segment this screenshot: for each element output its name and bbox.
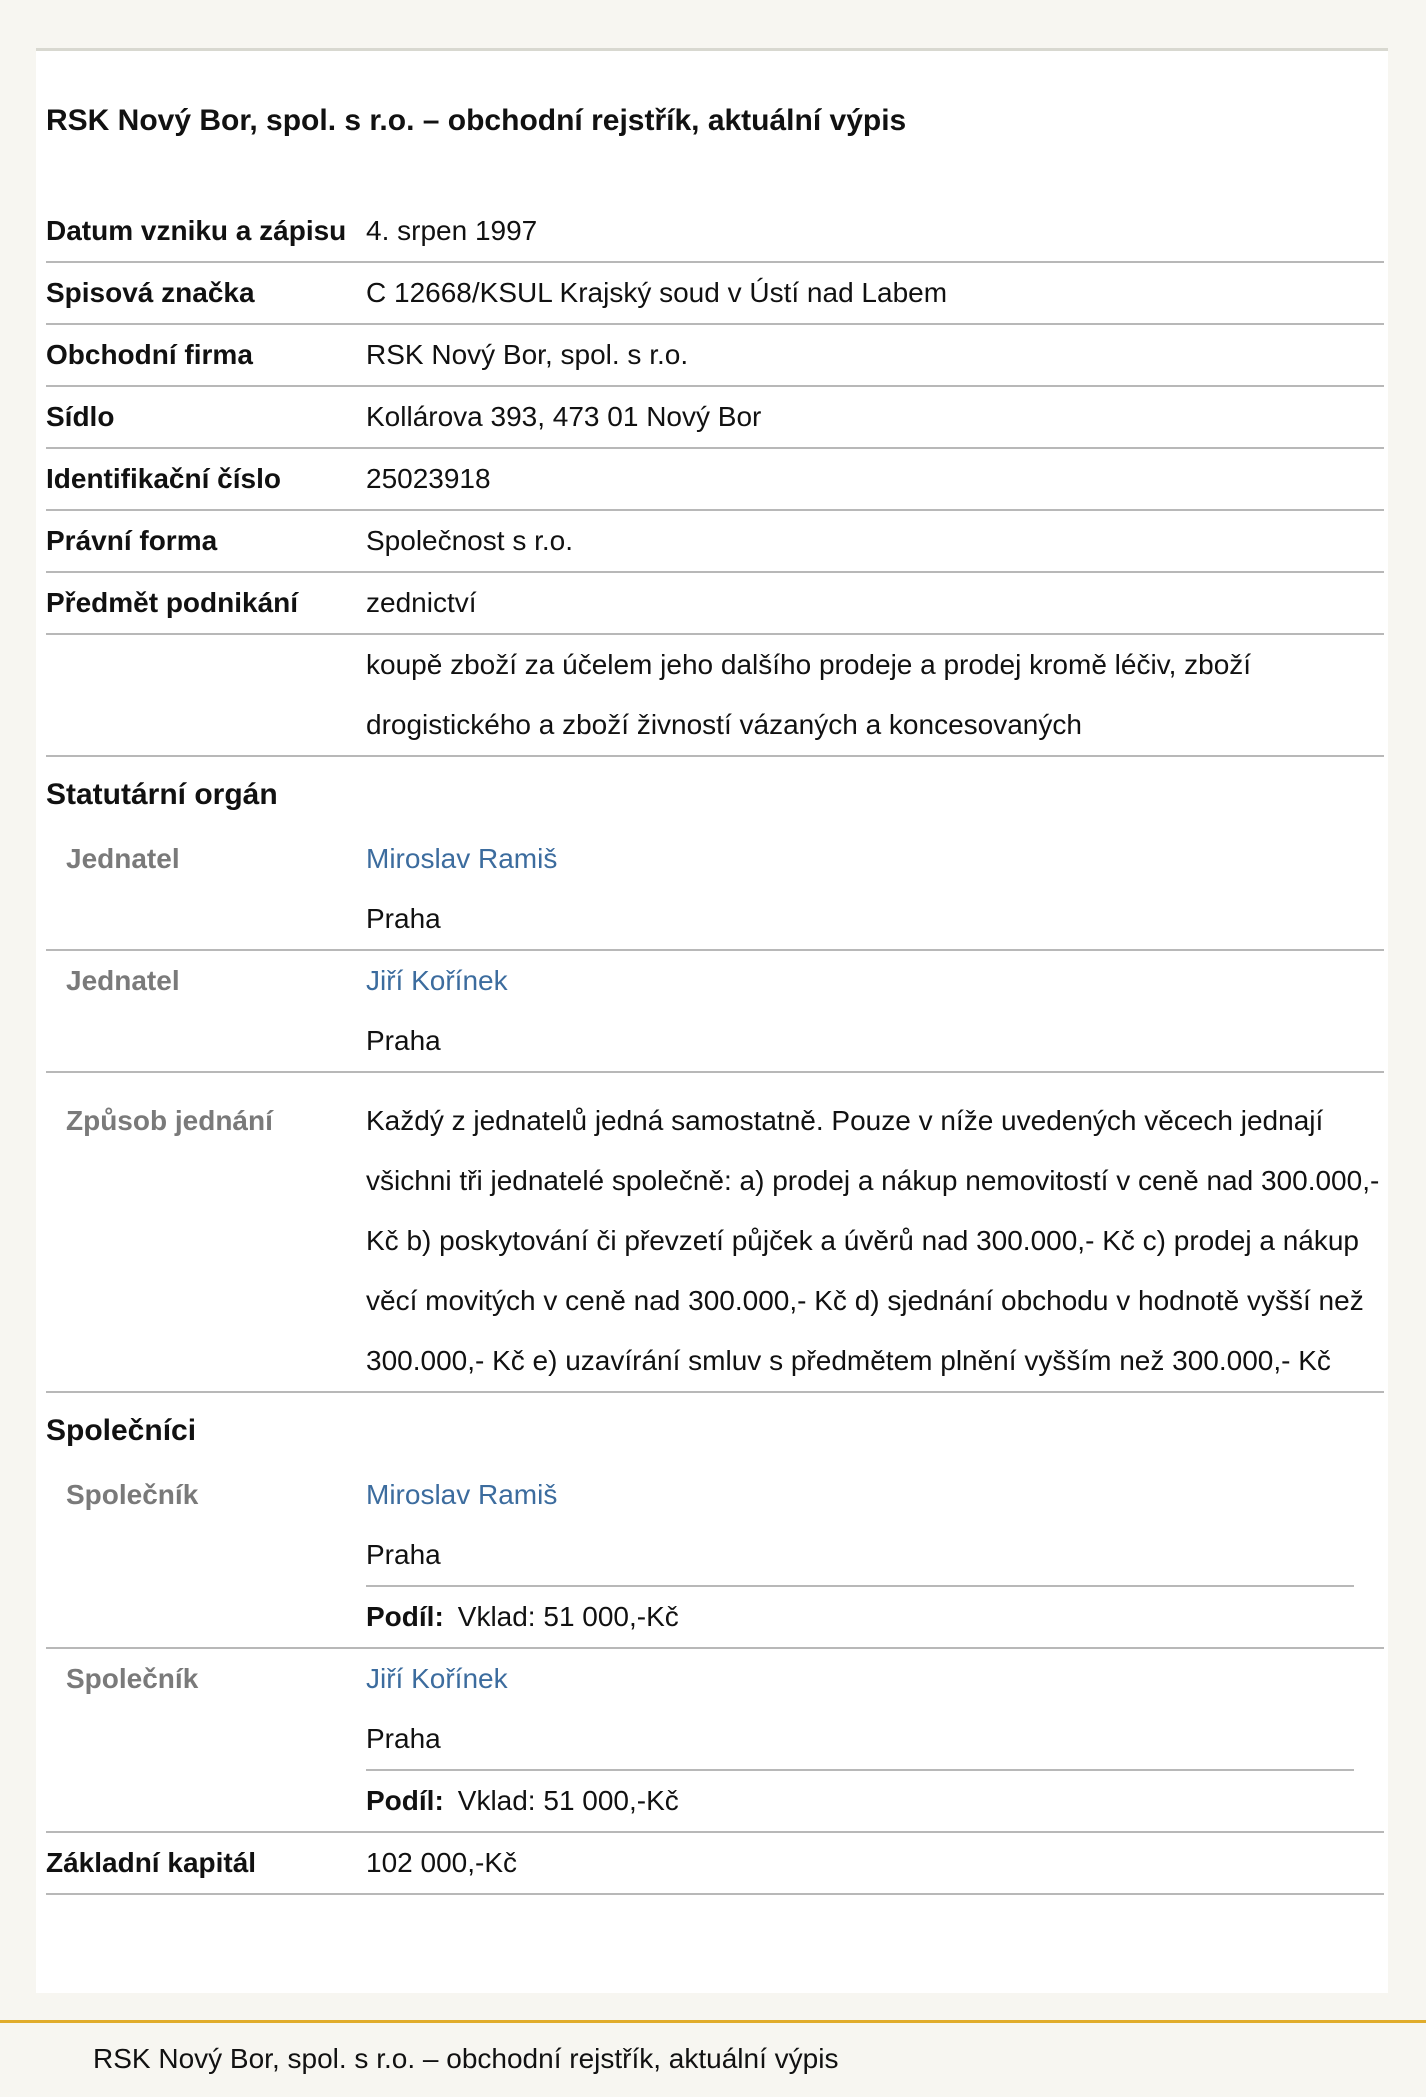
member-details	[366, 1649, 1384, 1831]
share-line	[366, 1771, 1384, 1831]
row-value: 25023918	[366, 463, 491, 494]
page-title: RSK Nový Bor, spol. s r.o. – obchodní rejstřík, aktuální výpis	[46, 104, 907, 137]
person-link[interactable]: Jiří Kořínek	[366, 1663, 508, 1694]
member-details	[366, 829, 1384, 949]
row-datum-vzniku	[46, 201, 1384, 263]
row-zakladni-kapital	[46, 1833, 1384, 1895]
row-predmet-podnikani	[46, 573, 1384, 635]
member-city: Praha	[366, 1709, 1354, 1771]
row-value: Kollárova 393, 473 01 Nový Bor	[366, 401, 762, 432]
row-spisova-znacka	[46, 263, 1384, 325]
row-value: zednictví	[366, 587, 477, 618]
row-pravni-forma	[46, 511, 1384, 573]
row-label: Sídlo	[46, 401, 115, 432]
row-label: Předmět podnikání	[46, 587, 299, 618]
row-value: Každý z jednatelů jedná samostatně. Pouze v níže uvedených věcech jednají všichni tři jednatelé společně: a) prodej a nákup nemovitostí v ceně nad 300.000,- Kč b) poskytování či převzetí půjček a úvěrů nad 300.000,- Kč c) prodej a nákup věcí movitých v ceně nad 300.000,- Kč d) sjednání obchodu v hodnotě vyšší než 300.000,- Kč e) uzavírání smluv s předmětem plnění vyšším než 300.000,- Kč	[366, 1105, 1380, 1376]
section-heading-statutarni: Statutární orgán	[46, 778, 278, 811]
row-label-empty	[46, 635, 366, 755]
row-value: 102 000,-Kč	[366, 1847, 517, 1878]
row-zpusob-jednani	[46, 1073, 1384, 1393]
row-predmet-podnikani-2	[46, 635, 1384, 757]
share-value: Vklad: 51 000,-Kč	[457, 1785, 679, 1816]
registry-table	[46, 201, 1384, 1895]
member-city: Praha	[366, 903, 441, 934]
shareholder	[46, 1465, 1384, 1649]
row-label: Právní forma	[46, 525, 218, 556]
statutory-member	[46, 951, 1384, 1073]
document-sheet	[36, 48, 1388, 1993]
row-label: Identifikační číslo	[46, 463, 281, 494]
row-label: Způsob jednání	[66, 1105, 273, 1136]
statutory-member	[46, 829, 1384, 951]
row-obchodni-firma	[46, 325, 1384, 387]
member-role: Společník	[66, 1663, 199, 1694]
share-line	[366, 1587, 1384, 1647]
shareholder	[46, 1649, 1384, 1833]
member-details	[366, 951, 1384, 1071]
row-label: Obchodní firma	[46, 339, 253, 370]
person-link[interactable]: Miroslav Ramiš	[366, 843, 558, 874]
member-city: Praha	[366, 1525, 1354, 1587]
row-label: Datum vzniku a zápisu	[46, 215, 347, 246]
member-role: Jednatel	[66, 843, 180, 874]
page-footer	[0, 2020, 1426, 2097]
share-label: Podíl:	[366, 1601, 444, 1632]
section-heading-spolecnici: Společníci	[46, 1414, 197, 1447]
row-value: koupě zboží za účelem jeho dalšího prodeje a prodej kromě léčiv, zboží drogistického a zboží živností vázaných a koncesovaných	[366, 649, 1252, 740]
member-city: Praha	[366, 1025, 441, 1056]
row-value: Společnost s r.o.	[366, 525, 574, 556]
row-value: 4. srpen 1997	[366, 215, 538, 246]
member-role: Společník	[66, 1479, 199, 1510]
share-value: Vklad: 51 000,-Kč	[457, 1601, 679, 1632]
row-label: Základní kapitál	[46, 1847, 257, 1878]
share-label: Podíl:	[366, 1785, 444, 1816]
row-value: RSK Nový Bor, spol. s r.o.	[366, 339, 689, 370]
row-sidlo	[46, 387, 1384, 449]
footer-title: RSK Nový Bor, spol. s r.o. – obchodní rejstřík, aktuální výpis	[93, 2043, 839, 2074]
row-identifikacni-cislo	[46, 449, 1384, 511]
row-value: C 12668/KSUL Krajský soud v Ústí nad Labem	[366, 277, 948, 308]
row-label: Spisová značka	[46, 277, 255, 308]
member-role: Jednatel	[66, 965, 180, 996]
person-link[interactable]: Jiří Kořínek	[366, 965, 508, 996]
member-details	[366, 1465, 1384, 1647]
person-link[interactable]: Miroslav Ramiš	[366, 1479, 558, 1510]
